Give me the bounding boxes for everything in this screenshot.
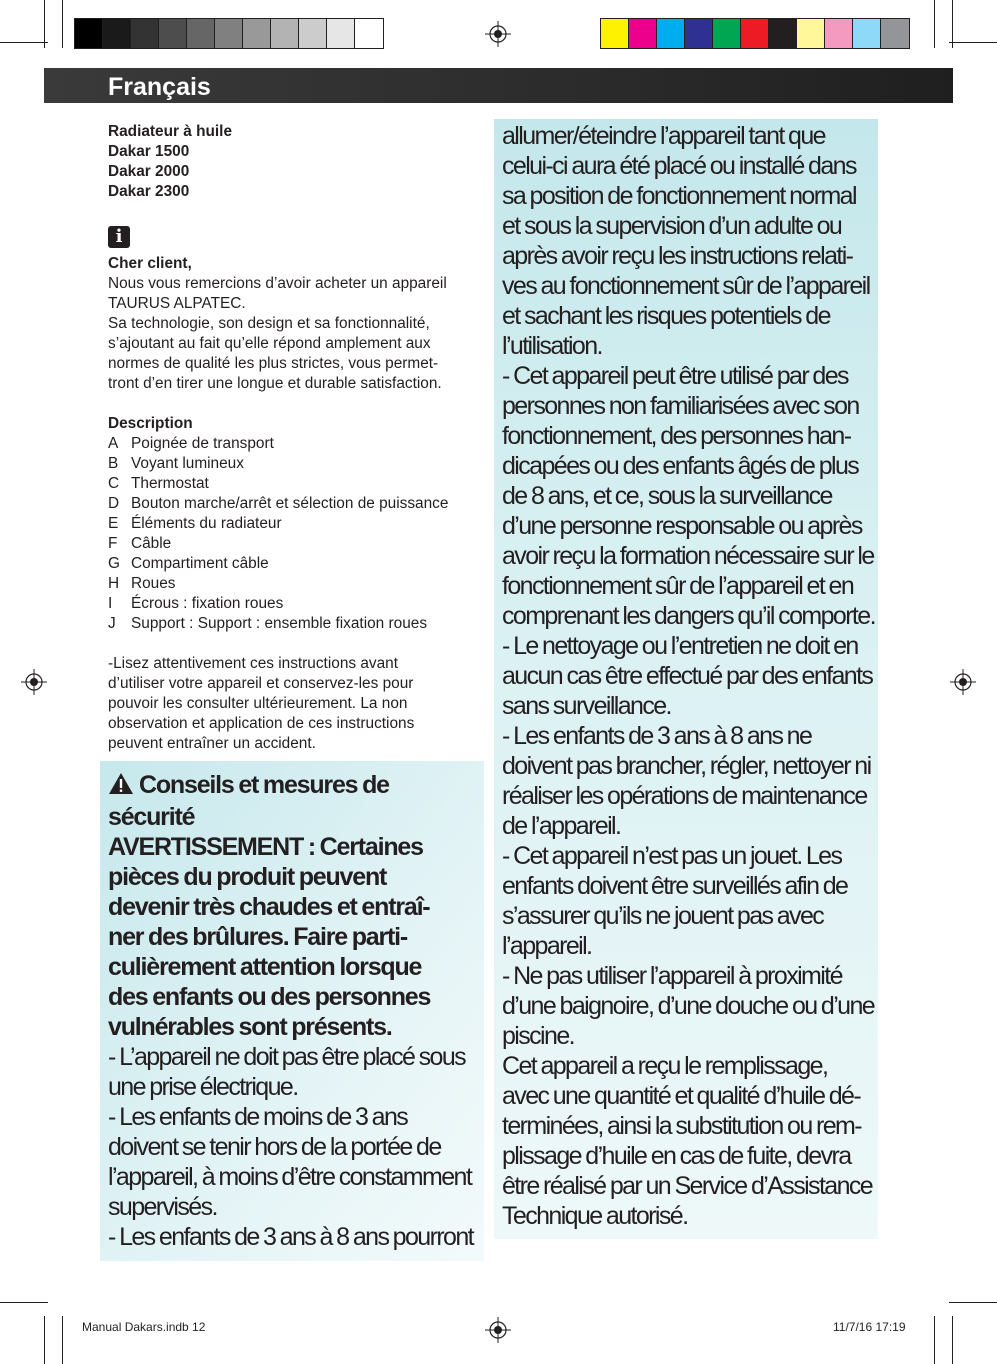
registration-mark-icon: [950, 669, 976, 695]
safety-body-line: l’appareil, à moins d’être constamment: [108, 1163, 472, 1191]
right-body-line: Cet appareil a reçu le remplissage,: [502, 1052, 828, 1080]
intro-line: TAURUS ALPATEC.: [108, 295, 246, 312]
right-body-line: s’assurer qu’ils ne jouent pas avec: [502, 902, 824, 930]
notice-line: pouvoir les consulter ultérieurement. La non: [108, 695, 408, 712]
right-body-line: - Cet appareil n’est pas un jouet. Les: [502, 842, 842, 870]
color-swatch: [327, 19, 355, 48]
safety-heading-line: devenir très chaudes et entraî-: [108, 893, 430, 921]
greeting: Cher client,: [108, 255, 192, 272]
crop-mark: [952, 0, 953, 48]
right-body-line: ves au fonctionnement sûr de l’appareil: [502, 272, 870, 300]
safety-heading-line: des enfants ou des personnes: [108, 983, 431, 1011]
safety-heading: Conseils et mesures de: [108, 770, 486, 802]
right-body-line: avec une quantité et qualité d’huile dé-: [502, 1082, 861, 1110]
color-swatch: [853, 19, 881, 48]
list-item: J Support : Support : ensemble fixation roues: [108, 615, 428, 632]
safety-heading-line: sécurité: [108, 803, 195, 831]
registration-mark-icon: [485, 1317, 511, 1343]
right-body-line: être réalisé par un Service d’Assistance: [502, 1172, 873, 1200]
color-swatch: [299, 19, 327, 48]
right-body-line: après avoir reçu les instructions relati-: [502, 242, 853, 270]
left-column: [108, 122, 488, 754]
description-title: Description: [108, 415, 193, 432]
color-swatch: [243, 19, 271, 48]
safety-body-line: une prise électrique.: [108, 1073, 298, 1101]
right-body-line: d’une personne responsable ou après: [502, 512, 862, 540]
notice-line: -Lisez attentivement ces instructions avant: [108, 655, 398, 672]
crop-mark: [934, 1316, 935, 1364]
color-swatch: [825, 19, 853, 48]
product-line: Dakar 2300: [108, 183, 190, 200]
color-swatch: [271, 19, 299, 48]
right-body-line: aucun cas être effectué par des enfants: [502, 662, 873, 690]
color-swatch: [629, 19, 657, 48]
safety-heading-line: pièces du produit peuvent: [108, 863, 387, 891]
crop-mark: [44, 1316, 45, 1364]
right-body-line: Technique autorisé.: [502, 1202, 688, 1230]
info-icon: i: [108, 226, 130, 248]
crop-mark: [44, 0, 45, 48]
safety-body-line: - Les enfants de 3 ans à 8 ans pourront: [108, 1223, 474, 1251]
right-column-text: [502, 121, 880, 1231]
right-body-line: de 8 ans, et ce, sous la surveillance: [502, 482, 832, 510]
registration-mark-icon: [485, 21, 511, 47]
description-list: [108, 414, 488, 634]
color-swatch: [355, 19, 383, 48]
right-body-line: sa position de fonctionnement normal: [502, 182, 856, 210]
list-item: H Roues: [108, 575, 176, 592]
right-body-line: et sous la supervision d’un adulte ou: [502, 212, 842, 240]
color-swatch: [187, 19, 215, 48]
gray-swatch-bar: [74, 18, 384, 49]
intro-line: tront d’en tirer une longue et durable satisfaction.: [108, 375, 442, 392]
color-swatch: [131, 19, 159, 48]
crop-mark: [949, 42, 997, 43]
right-body-line: piscine.: [502, 1022, 574, 1050]
right-body-line: personnes non familiarisées avec son: [502, 392, 859, 420]
intro-line: Nous vous remercions d’avoir acheter un appareil: [108, 275, 447, 292]
safety-text: [108, 770, 486, 1252]
read-notice: [108, 654, 488, 754]
product-line: Dakar 1500: [108, 143, 190, 160]
right-body-line: de l’appareil.: [502, 812, 621, 840]
right-body-line: avoir reçu la formation nécessaire sur le: [502, 542, 874, 570]
safety-heading-line: culièrement attention lorsque: [108, 953, 422, 981]
right-body-line: - Cet appareil peut être utilisé par des: [502, 362, 848, 390]
color-swatch: [769, 19, 797, 48]
footer-timestamp: 11/7/16 17:19: [833, 1320, 906, 1334]
color-swatch: [881, 19, 909, 48]
right-body-line: l’utilisation.: [502, 332, 602, 360]
right-body-line: doivent pas brancher, régler, nettoyer ni: [502, 752, 871, 780]
right-body-line: et sachant les risques potentiels de: [502, 302, 830, 330]
right-body-line: sans surveillance.: [502, 692, 671, 720]
color-swatch-bar: [600, 18, 910, 49]
color-swatch: [75, 19, 103, 48]
list-item: D Bouton marche/arrêt et sélection de puissance: [108, 495, 449, 512]
color-swatch: [657, 19, 685, 48]
intro-line: Sa technologie, son design et sa fonctionnalité,: [108, 315, 430, 332]
intro-block: [108, 254, 488, 394]
right-body-line: celui-ci aura été placé ou installé dans: [502, 152, 856, 180]
intro-line: normes de qualité les plus strictes, vous permet-: [108, 355, 439, 372]
right-body-line: fonctionnement sûr de l’appareil et en: [502, 572, 854, 600]
safety-heading-line: AVERTISSEMENT : Certaines: [108, 833, 423, 861]
crop-mark: [0, 42, 48, 43]
color-swatch: [215, 19, 243, 48]
list-item: F Câble: [108, 535, 172, 552]
list-item: C Thermostat: [108, 475, 209, 492]
list-item: A Poignée de transport: [108, 435, 274, 452]
notice-line: peuvent entraîner un accident.: [108, 735, 316, 752]
safety-body-line: supervisés.: [108, 1193, 217, 1221]
right-body-line: l’appareil.: [502, 932, 592, 960]
safety-heading-line: vulnérables sont présents.: [108, 1013, 392, 1041]
color-swatch: [741, 19, 769, 48]
notice-line: d’utiliser votre appareil et conservez-les pour: [108, 675, 414, 692]
color-swatch: [685, 19, 713, 48]
safety-body-line: - L’appareil ne doit pas être placé sous: [108, 1043, 466, 1071]
crop-mark: [62, 1316, 63, 1364]
right-body-line: allumer/éteindre l’appareil tant que: [502, 122, 825, 150]
crop-mark: [0, 1302, 48, 1303]
crop-mark: [952, 1316, 953, 1364]
right-body-line: enfants doivent être surveillés afin de: [502, 872, 848, 900]
right-body-line: d’une baignoire, d’une douche ou d’une: [502, 992, 875, 1020]
intro-line: s’ajoutant au fait qu’elle répond amplement aux: [108, 335, 431, 352]
crop-mark: [934, 0, 935, 48]
product-title-block: [108, 122, 488, 202]
list-item: I Écrous : fixation roues: [108, 595, 284, 612]
right-body-line: - Les enfants de 3 ans à 8 ans ne: [502, 722, 812, 750]
safety-body-line: doivent se tenir hors de la portée de: [108, 1133, 441, 1161]
right-body-line: terminées, ainsi la substitution ou rem-: [502, 1112, 861, 1140]
product-line: Dakar 2000: [108, 163, 190, 180]
right-body-line: plissage d’huile en cas de fuite, devra: [502, 1142, 851, 1170]
color-swatch: [797, 19, 825, 48]
registration-mark-icon: [21, 669, 47, 695]
color-swatch: [159, 19, 187, 48]
right-body-line: - Ne pas utiliser l’appareil à proximité: [502, 962, 842, 990]
safety-heading-line: ner des brûlures. Faire parti-: [108, 923, 407, 951]
right-body-line: réaliser les opérations de maintenance: [502, 782, 867, 810]
product-line: Radiateur à huile: [108, 123, 233, 140]
notice-line: observation et application de ces instructions: [108, 715, 415, 732]
safety-body-line: - Les enfants de moins de 3 ans: [108, 1103, 408, 1131]
crop-mark: [949, 1302, 997, 1303]
footer-file-info: Manual Dakars.indb 12: [82, 1320, 206, 1334]
color-swatch: [713, 19, 741, 48]
right-body-line: comprenant les dangers qu’il comporte.: [502, 602, 875, 630]
right-body-line: dicapées ou des enfants âgés de plus: [502, 452, 859, 480]
list-item: G Compartiment câble: [108, 555, 269, 572]
warning-triangle-icon: [108, 772, 134, 802]
color-swatch: [601, 19, 629, 48]
list-item: E Éléments du radiateur: [108, 515, 282, 532]
color-swatch: [103, 19, 131, 48]
language-title: Français: [108, 73, 211, 101]
crop-mark: [62, 0, 63, 48]
right-body-line: - Le nettoyage ou l’entretien ne doit en: [502, 632, 858, 660]
list-item: B Voyant lumineux: [108, 455, 244, 472]
right-body-line: fonctionnement, des personnes han-: [502, 422, 851, 450]
